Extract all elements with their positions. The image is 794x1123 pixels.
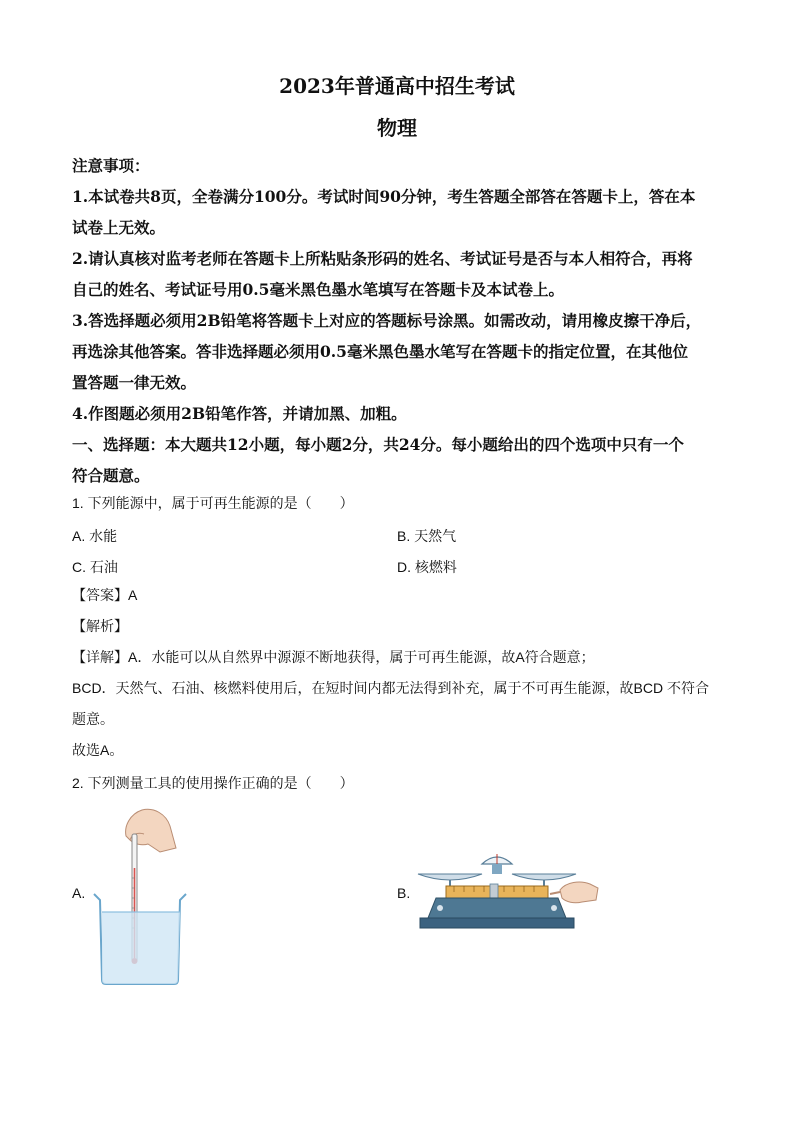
- question-1-stem: 1. 下列能源中，属于可再生能源的是（ ）: [72, 495, 354, 511]
- notes-line: 3.答选择题必须用2B铅笔将答题卡上对应的答题标号涂黑。如需改动，请用橡皮擦干净后，: [72, 311, 702, 330]
- notes-section: [72, 150, 722, 491]
- notes-line: 1.本试卷共8页，全卷满分100分。考试时间90分钟，考生答题全部答在答题卡上，答在本: [72, 187, 696, 206]
- question-2: [72, 768, 722, 799]
- exam-title: 2023年普通高中招生考试: [279, 74, 515, 98]
- q2-option-b-label: B.: [397, 885, 411, 901]
- q1-detail: 题意。: [72, 711, 114, 727]
- q1-solution: [72, 580, 722, 766]
- q1-detail: 【详解】A．水能可以从自然界中源源不断地获得，属于可再生能源，故A符合题意；: [72, 649, 595, 665]
- notes-line: 4.作图题必须用2B铅笔作答，并请加黑、加粗。: [72, 404, 407, 423]
- q1-conclusion: 故选A。: [72, 742, 124, 758]
- notes-line: 自己的姓名、考试证号用0.5毫米黑色墨水笔填写在答题卡及本试卷上。: [72, 280, 564, 299]
- notes-line: 再选涂其他答案。答非选择题必须用0.5毫米黑色墨水笔写在答题卡的指定位置，在其他位: [72, 342, 688, 361]
- exam-subject: 物理: [377, 116, 417, 140]
- notes-line: 试卷上无效。: [72, 218, 166, 237]
- question-1: [72, 488, 722, 519]
- section-instruction: 一、选择题：本大题共12小题，每小题2分，共24分。每小题给出的四个选项中只有一个: [72, 435, 684, 454]
- q1-option-b: B. 天然气: [397, 528, 457, 544]
- question-2-stem: 2. 下列测量工具的使用操作正确的是（ ）: [72, 775, 354, 791]
- notes-line: 2.请认真核对监考老师在答题卡上所粘贴条形码的姓名、考试证号是否与本人相符合，再将: [72, 249, 693, 268]
- balance-scale-figure: [410, 848, 600, 934]
- notes-heading: 注意事项：: [72, 156, 150, 175]
- thermometer-beaker-figure: [90, 808, 195, 988]
- q1-option-d: D. 核燃料: [397, 559, 457, 575]
- notes-line: 置答题一律无效。: [72, 373, 197, 392]
- q2-option-a-label: A.: [72, 885, 86, 901]
- q1-option-a: A. 水能: [72, 528, 118, 544]
- q1-option-c: C. 石油: [72, 559, 118, 575]
- q1-analysis-label: 【解析】: [72, 618, 128, 634]
- section-instruction: 符合题意。: [72, 466, 150, 485]
- q1-detail: BCD．天然气、石油、核燃料使用后，在短时间内都无法得到补充，属于不可再生能源，故BCD 不符合: [72, 680, 710, 696]
- q1-answer: 【答案】A: [72, 587, 138, 603]
